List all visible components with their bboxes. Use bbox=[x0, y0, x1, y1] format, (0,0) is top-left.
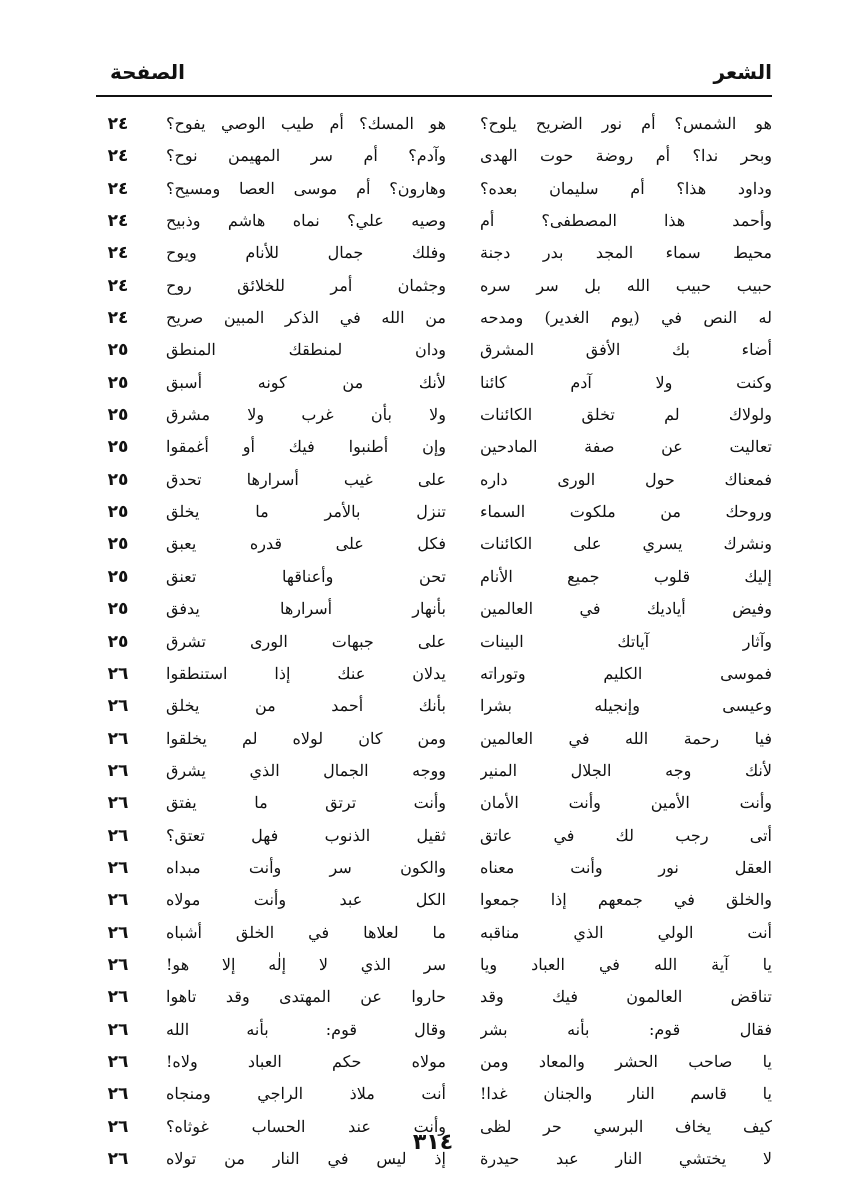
index-row bbox=[96, 399, 772, 431]
first-hemistich: محيط سماء المجد بدر دجنة bbox=[480, 243, 772, 263]
second-hemistich: ما لعلاها في الخلق أشباه bbox=[166, 922, 446, 942]
page-reference: ٢٥ bbox=[107, 372, 129, 393]
second-hemistich: على غيب أسرارها تحدق bbox=[166, 469, 446, 489]
page-reference: ٢٦ bbox=[107, 987, 129, 1008]
index-row bbox=[96, 1014, 772, 1046]
second-hemistich: إذ ليس في النار من تولاه bbox=[166, 1149, 446, 1168]
index-row bbox=[96, 755, 772, 787]
page-reference: ٢٦ bbox=[107, 696, 129, 717]
index-row bbox=[96, 367, 772, 399]
index-row bbox=[96, 593, 772, 625]
second-hemistich: هو المسك؟ أم طيب الوصي يفوح؟ bbox=[166, 114, 446, 133]
index-row bbox=[96, 108, 772, 140]
page-reference: ٢٦ bbox=[107, 954, 129, 975]
second-hemistich: وجثمان أمر للخلائق روح bbox=[166, 275, 446, 295]
second-hemistich: يدلان عنك إذا استنطقوا bbox=[166, 663, 446, 683]
poem-column-heading: الشعر bbox=[713, 60, 772, 84]
second-hemistich: وأنت عند الحساب غوثاه؟ bbox=[166, 1116, 446, 1136]
first-hemistich: له النص في (يوم الغدير) ومدحه bbox=[480, 308, 772, 328]
first-hemistich: وكنت ولا آدم كائنا bbox=[480, 372, 772, 392]
page-reference: ٢٥ bbox=[107, 631, 129, 652]
page-reference: ٢٥ bbox=[107, 502, 129, 523]
index-row bbox=[96, 431, 772, 463]
first-hemistich: وعيسى وإنجيله بشرا bbox=[480, 696, 772, 716]
index-row bbox=[96, 561, 772, 593]
first-hemistich: حبيب حبيب الله بل سر سره bbox=[480, 275, 772, 295]
page-reference: ٢٥ bbox=[107, 437, 129, 458]
first-hemistich: يا آية الله في العباد ويا bbox=[480, 954, 772, 974]
second-hemistich: أنت ملاذ الراجي ومنجاه bbox=[166, 1084, 446, 1104]
page-reference: ٢٦ bbox=[107, 1149, 129, 1169]
page-reference: ٢٦ bbox=[107, 1116, 129, 1137]
first-hemistich: لأنك وجه الجلال المنير bbox=[480, 760, 772, 780]
page-reference: ٢٦ bbox=[107, 825, 129, 846]
page-number: ٣١٤ bbox=[412, 1130, 454, 1155]
first-hemistich: تناقض العالمون فيك وقد bbox=[480, 987, 772, 1007]
first-hemistich: لا يختشي النار عبد حيدرة bbox=[480, 1149, 772, 1168]
first-hemistich: يا قاسم النار والجنان غدا! bbox=[480, 1084, 772, 1104]
second-hemistich: وهارون؟ أم موسى العصا ومسيح؟ bbox=[166, 178, 446, 198]
page-reference: ٢٦ bbox=[107, 663, 129, 684]
second-hemistich: ولا بأن غرب ولا مشرق bbox=[166, 405, 446, 425]
first-hemistich: أضاء بك الأفق المشرق bbox=[480, 340, 772, 360]
poem-index-table bbox=[96, 108, 772, 1175]
first-hemistich: وأحمد هذا المصطفى؟ أم bbox=[480, 211, 772, 231]
header-divider bbox=[96, 95, 772, 97]
page-reference: ٢٥ bbox=[107, 566, 129, 587]
second-hemistich: مولاه حكم العباد ولاه! bbox=[166, 1051, 446, 1071]
first-hemistich: إليك قلوب جميع الأنام bbox=[480, 566, 772, 586]
page-reference: ٢٤ bbox=[107, 275, 129, 296]
second-hemistich: حاروا عن المهتدى وقد تاهوا bbox=[166, 987, 446, 1007]
second-hemistich: فكل على قدره يعبق bbox=[166, 534, 446, 554]
first-hemistich: فقال قوم: بأنه بشر bbox=[480, 1019, 772, 1039]
index-row bbox=[96, 658, 772, 690]
first-hemistich: كيف يخاف البرسي حر لظى bbox=[480, 1116, 772, 1136]
page-reference: ٢٥ bbox=[107, 534, 129, 555]
page-reference: ٢٤ bbox=[107, 211, 129, 232]
index-row bbox=[96, 528, 772, 560]
page-reference: ٢٥ bbox=[107, 469, 129, 490]
page-reference: ٢٦ bbox=[107, 1084, 129, 1105]
first-hemistich: أنت الولي الذي مناقبه bbox=[480, 922, 772, 942]
second-hemistich: وقال قوم: بأنه الله bbox=[166, 1019, 446, 1039]
first-hemistich: هو الشمس؟ أم نور الضريح يلوح؟ bbox=[480, 114, 772, 133]
first-hemistich: فمعناك حول الورى داره bbox=[480, 469, 772, 489]
second-hemistich: وإن أطنبوا فيك أو أغمقوا bbox=[166, 437, 446, 457]
first-hemistich: وأنت الأمين وأنت الأمان bbox=[480, 793, 772, 813]
second-hemistich: على جبهات الورى تشرق bbox=[166, 631, 446, 651]
page-column-heading: الصفحة bbox=[110, 60, 186, 84]
page-reference: ٢٦ bbox=[107, 922, 129, 943]
index-row bbox=[96, 496, 772, 528]
index-row bbox=[96, 1046, 772, 1078]
page-reference: ٢٦ bbox=[107, 857, 129, 878]
second-hemistich: ودان لمنطقك المنطق bbox=[166, 340, 446, 360]
first-hemistich: ونشرك يسري على الكائنات bbox=[480, 534, 772, 554]
second-hemistich: وآدم؟ أم سر المهيمن نوح؟ bbox=[166, 146, 446, 166]
first-hemistich: فموسى الكليم وتوراته bbox=[480, 663, 772, 683]
first-hemistich: تعاليت عن صفة المادحين bbox=[480, 437, 772, 457]
index-row bbox=[96, 690, 772, 722]
index-row bbox=[96, 852, 772, 884]
page-reference: ٢٥ bbox=[107, 599, 129, 620]
first-hemistich: يا صاحب الحشر والمعاد ومن bbox=[480, 1051, 772, 1071]
second-hemistich: تحن وأعناقها تعنق bbox=[166, 566, 446, 586]
index-row bbox=[96, 723, 772, 755]
page-reference: ٢٦ bbox=[107, 728, 129, 749]
column-header bbox=[96, 54, 772, 90]
second-hemistich: ووجه الجمال الذي يشرق bbox=[166, 760, 446, 780]
page-reference: ٢٦ bbox=[107, 760, 129, 781]
index-row bbox=[96, 334, 772, 366]
index-row bbox=[96, 140, 772, 172]
page-reference: ٢٥ bbox=[107, 405, 129, 426]
page-reference: ٢٤ bbox=[107, 114, 129, 134]
second-hemistich: ومن كان لولاه لم يخلقوا bbox=[166, 728, 446, 748]
index-row bbox=[96, 1078, 772, 1110]
page-reference: ٢٦ bbox=[107, 793, 129, 814]
index-row bbox=[96, 626, 772, 658]
second-hemistich: بأنهار أسرارها يدفق bbox=[166, 599, 446, 619]
index-row bbox=[96, 302, 772, 334]
first-hemistich: والخلق في جمعهم إذا جمعوا bbox=[480, 890, 772, 910]
index-row bbox=[96, 884, 772, 916]
page-reference: ٢٤ bbox=[107, 243, 129, 264]
second-hemistich: وفلك جمال للأنام ويوح bbox=[166, 243, 446, 263]
index-row bbox=[96, 173, 772, 205]
first-hemistich: وبحر ندا؟ أم روضة حوت الهدى bbox=[480, 146, 772, 166]
first-hemistich: وفيض أياديك في العالمين bbox=[480, 599, 772, 619]
index-row bbox=[96, 464, 772, 496]
page-reference: ٢٦ bbox=[107, 1051, 129, 1072]
page-reference: ٢٤ bbox=[107, 178, 129, 199]
second-hemistich: من الله في الذكر المبين صريح bbox=[166, 308, 446, 328]
page-reference: ٢٥ bbox=[107, 340, 129, 361]
second-hemistich: سر الذي لا إلٰه إلا هو! bbox=[166, 954, 446, 974]
second-hemistich: الكل عبد وأنت مولاه bbox=[166, 890, 446, 910]
second-hemistich: وأنت ترتق ما يفتق bbox=[166, 793, 446, 813]
index-row bbox=[96, 237, 772, 269]
second-hemistich: تنزل بالأمر ما يخلق bbox=[166, 502, 446, 522]
first-hemistich: أتى رجب لك في عاتق bbox=[480, 825, 772, 845]
first-hemistich: وآثار آياتك البينات bbox=[480, 631, 772, 651]
second-hemistich: بأنك أحمد من يخلق bbox=[166, 696, 446, 716]
first-hemistich: العقل نور وأنت معناه bbox=[480, 857, 772, 877]
first-hemistich: وداود هذا؟ أم سليمان بعده؟ bbox=[480, 178, 772, 198]
index-row bbox=[96, 787, 772, 819]
first-hemistich: ولولاك لم تخلق الكائنات bbox=[480, 405, 772, 425]
index-row bbox=[96, 917, 772, 949]
index-row bbox=[96, 820, 772, 852]
second-hemistich: لأنك من كونه أسبق bbox=[166, 372, 446, 392]
page-reference: ٢٤ bbox=[107, 308, 129, 329]
second-hemistich: ثقيل الذنوب فهل تعتق؟ bbox=[166, 825, 446, 845]
second-hemistich: وصيه علي؟ نماه هاشم وذبيح bbox=[166, 211, 446, 231]
first-hemistich: فيا رحمة الله في العالمين bbox=[480, 728, 772, 748]
index-row bbox=[96, 981, 772, 1013]
first-hemistich: وروحك من ملكوت السماء bbox=[480, 502, 772, 522]
page-reference: ٢٦ bbox=[107, 890, 129, 911]
index-row bbox=[96, 205, 772, 237]
second-hemistich: والكون سر وأنت مبداه bbox=[166, 857, 446, 877]
page-reference: ٢٤ bbox=[107, 146, 129, 167]
index-row bbox=[96, 270, 772, 302]
index-row bbox=[96, 949, 772, 981]
page-reference: ٢٦ bbox=[107, 1019, 129, 1040]
